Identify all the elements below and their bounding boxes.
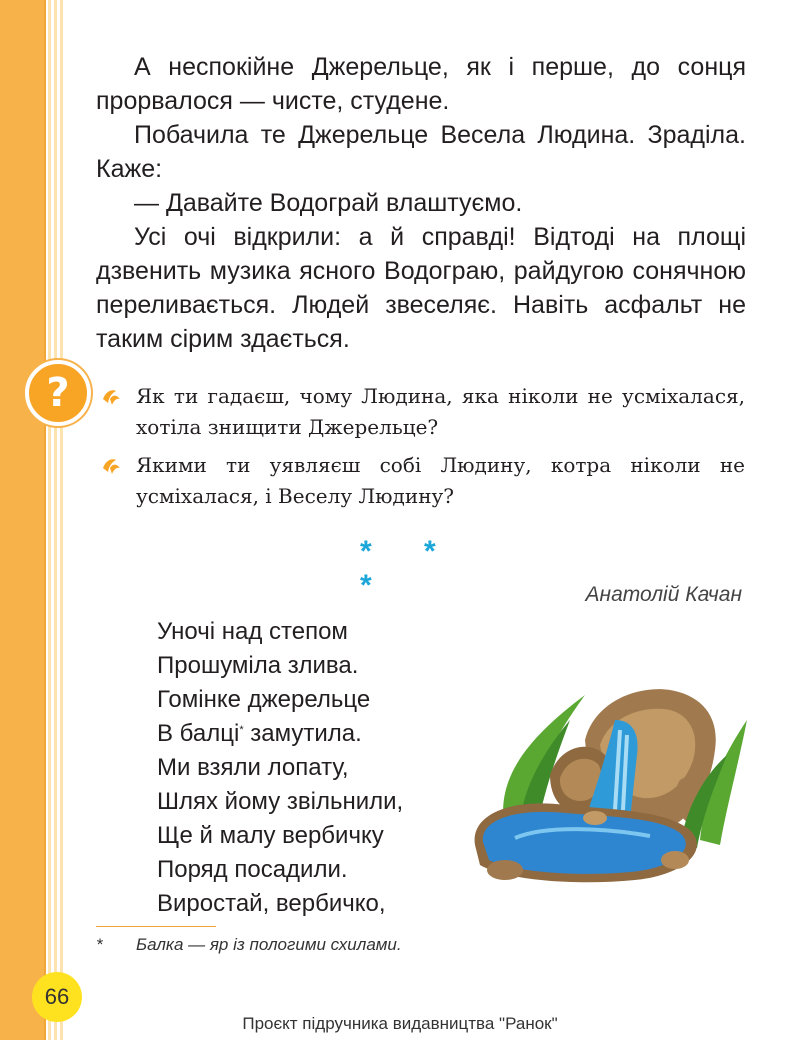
- poem-line: Прошуміла злива.: [157, 652, 359, 679]
- poem: [157, 615, 403, 921]
- paragraph: Побачила те Джерельце Весела Людина. Зраділа. Каже:: [96, 121, 746, 183]
- band-edge: [44, 0, 46, 1040]
- footnote-mark: *: [96, 935, 103, 954]
- band-stripe: [60, 0, 63, 1040]
- poem-line: Ще й малу вербичку: [157, 822, 384, 849]
- footnote-divider: [96, 926, 216, 927]
- poem-line: Уночі над степом: [157, 618, 348, 645]
- pencil-bullet-icon: [100, 385, 122, 407]
- publisher-footer: Проєкт підручника видавництва "Ранок": [242, 1014, 558, 1033]
- question-item: [100, 450, 745, 512]
- footnote-text: Балка — яр із пологими схилами.: [136, 935, 402, 954]
- question-text: Як ти гадаєш, чому Людина, яка ніколи не усміхалася, хотіла знищити Джерельце?: [136, 384, 745, 439]
- poem-line: Ми взяли лопату,: [157, 754, 349, 781]
- page-number: 66: [32, 972, 82, 1022]
- footnote-reference: *: [239, 724, 244, 736]
- paragraph: Усі очі відкрили: а й справді! Відтоді на площі дзвенить музика ясного Водограю, райдугою сонячною переливається. Людей звеселяє. Навіть асфальт не таким сірим здається.: [96, 223, 746, 353]
- poem-line: Гомінке джерельце: [157, 686, 371, 713]
- band-stripe: [48, 0, 51, 1040]
- paragraph: — Давайте Водограй влаштуємо.: [134, 189, 523, 217]
- question-mark-icon: ?: [25, 360, 91, 426]
- waterfall-spring-illustration: [465, 680, 750, 890]
- poem-line-part: замутила.: [243, 720, 362, 747]
- paragraph: А неспокійне Джерельце, як і перше, до сонця прорвалося — чисте, студене.: [96, 53, 746, 115]
- poem-author: Анатолій Качан: [585, 583, 742, 606]
- band-stripe: [54, 0, 57, 1040]
- poem-line: Виростай, вербичко,: [157, 890, 386, 917]
- poem-line: Шлях йому звільнили,: [157, 788, 404, 815]
- question-item: [100, 381, 745, 443]
- section-separator: * * *: [360, 535, 458, 602]
- poem-line-part: В балці: [157, 720, 240, 747]
- left-decorative-band: [0, 0, 44, 1040]
- question-text: Якими ти уявляєш собі Людину, котра ніколи не усміхалася, і Веселу Людину?: [136, 453, 745, 508]
- poem-line: Поряд посадили.: [157, 856, 348, 883]
- story-text: [96, 50, 746, 356]
- footnote: [96, 935, 402, 955]
- poem-line: [157, 717, 403, 751]
- pencil-bullet-icon: [100, 454, 122, 476]
